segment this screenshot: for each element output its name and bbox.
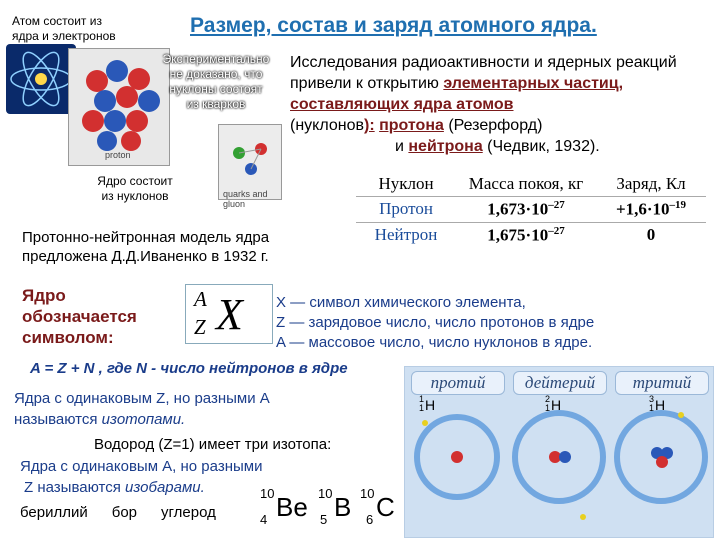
table-row xyxy=(356,197,706,223)
nucleus-image xyxy=(68,48,170,166)
image-label-quarks: quarks and gluon xyxy=(223,189,268,209)
table-cell: $1,673\cdot 10^{-27}$ xyxy=(456,197,596,223)
page-title: Размер, состав и заряд атомного ядра. xyxy=(190,14,597,37)
element-carbon: 10 6 C xyxy=(360,486,395,527)
isotopes-illustration xyxy=(405,401,715,537)
table-header: Заряд, Кл xyxy=(596,172,706,197)
table-header: Масса покоя, кг xyxy=(456,172,596,197)
isobars-definition: Ядра с одинаковым А, но разными Z называются изобарами. xyxy=(20,458,263,496)
element-boron: 10 5 B xyxy=(318,486,352,527)
formula: A = Z + N , где N - число нейтронов в ядре xyxy=(30,360,348,377)
table-header-row xyxy=(356,172,706,197)
isotope-tab-deuterium: дейтерий xyxy=(513,371,607,395)
atom-illustration xyxy=(6,44,76,114)
isotope-tab-tritium: тритий xyxy=(615,371,709,395)
quark-caption: Экспериментально не доказано, что нуклоны состоят из кварков xyxy=(162,52,270,111)
table-cell: 0 xyxy=(646,224,656,244)
atom-caption: Атом состоит из ядра и электронов xyxy=(12,14,116,43)
isotope-label-protium: 1 1 xyxy=(419,394,425,413)
table-cell: $1,675\cdot 10^{-27}$ xyxy=(487,224,565,245)
table-cell: Нейтрон xyxy=(374,224,438,244)
table-row xyxy=(356,222,706,247)
hydrogen-isotopes-image: протий дейтерий тритий 1 1 H 2 1 H 3 1 H xyxy=(404,366,714,538)
isotope-tab-protium: протий xyxy=(411,371,505,395)
isotopes-definition: Ядра с одинаковым Z, но разными A называются изотопами. xyxy=(14,390,270,428)
intro-paragraph: Исследования радиоактивности и ядерных реакций привели к открытию элементарных частиц, составляющих ядра атомов (нуклонов): протона (Резерфорд) и нейтрона (Чедвик, 1932). xyxy=(290,54,677,155)
element-beryllium: 10 4 Be xyxy=(260,486,308,527)
model-text: Протонно-нейтронная модель ядра предложена Д.Д.Иваненко в 1932 г. xyxy=(22,229,270,265)
examples-row: бериллий бор углерод xyxy=(20,504,216,521)
quark-image xyxy=(218,124,282,209)
symbol-definitions: X — символ химического элемента, Z — зарядовое число, число протонов в ядре A — массовое число, число нуклонов в ядре. xyxy=(276,294,595,351)
nucleon-table xyxy=(356,172,706,247)
table-cell: $+1,6\cdot 10^{-19}$ xyxy=(596,197,706,223)
isotope-label-tritium: 3 1 xyxy=(649,394,655,413)
neutron-term: нейтрона xyxy=(408,138,483,155)
table-header: Нуклон xyxy=(356,172,456,197)
table-cell: Протон xyxy=(356,197,456,223)
nucleus-symbol: A Z X xyxy=(185,284,273,344)
hydrogen-isotopes-text: Водород (Z=1) имеет три изотопа: xyxy=(94,436,332,453)
isotope-label-deuterium: 2 1 xyxy=(545,394,551,413)
image-label-proton: proton xyxy=(105,150,131,160)
atom-image xyxy=(6,44,76,114)
elementary-particles-term: элементарных частиц, составляющих ядра атомов xyxy=(290,75,624,113)
nucleus-caption: Ядро состоит из нуклонов xyxy=(97,174,173,203)
symbol-label: Ядро обозначается символом: xyxy=(22,286,137,347)
nucleus-illustration xyxy=(69,49,169,159)
proton-term: протона xyxy=(379,117,444,134)
